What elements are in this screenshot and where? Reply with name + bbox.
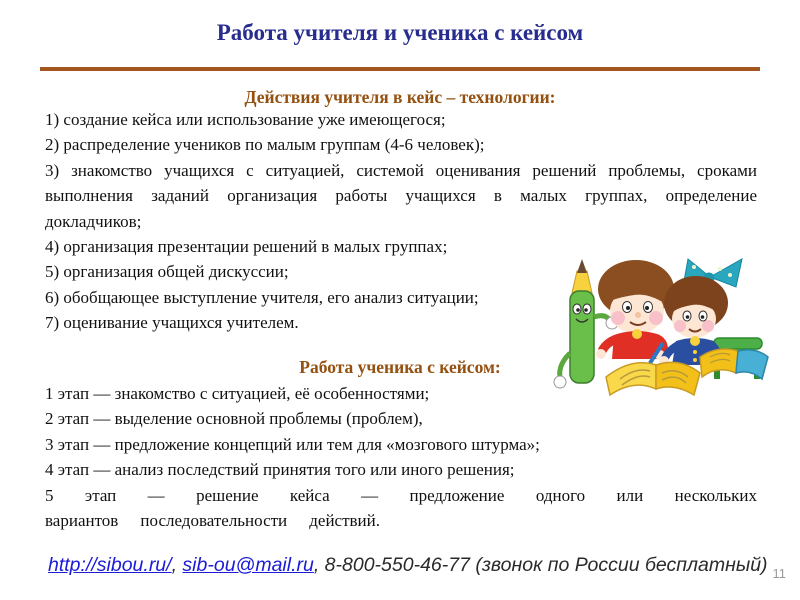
section1-heading: Действия учителя в кейс – технологии:	[244, 87, 556, 107]
list-item: 4 этап — анализ последствий принятия того или иного решения;	[45, 460, 515, 480]
list-item: 6) обобщающее выступление учителя, его анализ ситуации;	[45, 287, 479, 307]
footer-contacts	[48, 552, 768, 578]
footer-separator: ,	[171, 554, 183, 576]
list-item: 5) организация общей дискуссии;	[45, 262, 289, 282]
email-link[interactable]: sib-ou@mail.ru	[182, 554, 314, 576]
section2-heading: Работа ученика с кейсом:	[299, 357, 501, 377]
boy-writing	[596, 260, 674, 368]
footer-phone-text: , 8-800-550-46-77 (звонок по России бесплатный)	[313, 554, 768, 576]
title-divider-rule	[40, 67, 760, 71]
list-item: 5 этап — решение кейса — предложение одного или нескольких вариантов последовательности действий.	[45, 485, 757, 531]
list-item: 1) создание кейса или использование уже имеющегося;	[45, 110, 446, 129]
list-item: 4) организация презентации решений в малых группах;	[45, 237, 448, 257]
list-item: 3 этап — предложение концепций или тем для «мозгового штурма»;	[45, 434, 540, 454]
list-item: 2 этап — выделение основной проблемы (проблем),	[45, 409, 423, 429]
list-item: 2) распределение учеников по малым группам (4-6 человек);	[45, 135, 485, 155]
list-item: 7) оценивание учащихся учителем.	[45, 313, 299, 333]
list-item: 3) знакомство учащихся с ситуацией, системой оценивания решений проблемы, сроками выполнения заданий организация работы учащихся в малых группах, определение докладчиков;	[45, 160, 757, 231]
student-stages-list	[45, 381, 757, 533]
website-link[interactable]: http://sibou.ru/	[48, 554, 172, 576]
page-number: 11	[772, 566, 786, 581]
list-item: 1 этап — знакомство с ситуацией, её особенностями;	[45, 384, 430, 403]
slide-title: Работа учителя и ученика с кейсом	[216, 20, 584, 45]
